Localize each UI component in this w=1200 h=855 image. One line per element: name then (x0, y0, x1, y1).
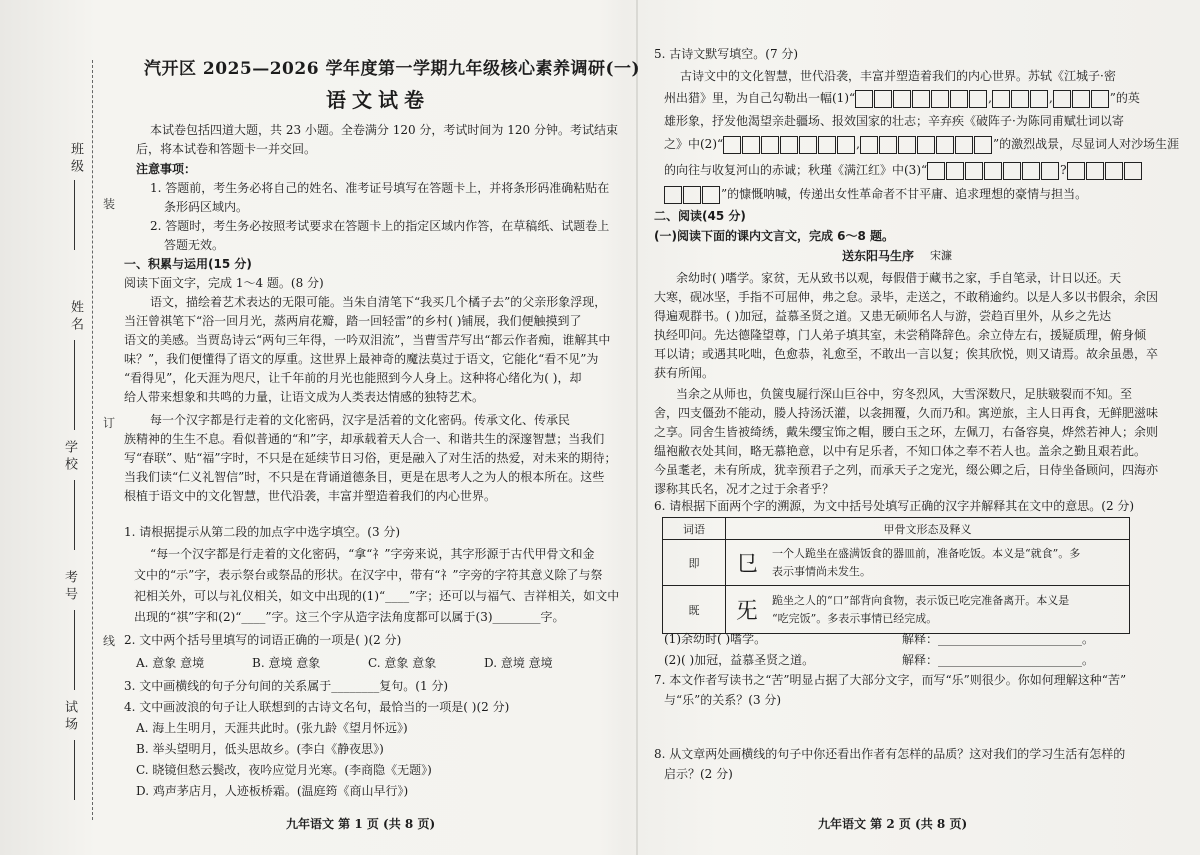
essay-p1-3: 得遍观群书。( )加冠，益慕圣贤之道。又患无硕师名人与游，尝趋百里外，从乡之先达 (654, 309, 1112, 323)
oracle-bone-table (662, 517, 1130, 634)
essay-p2-1: 当余之从师也，负箧曳屣行深山巨谷中，穷冬烈风，大雪深数尺，足肤皲裂而不知。至 (676, 387, 1133, 401)
exam-title: 汽开区 2025—2026 学年度第一学期九年级核心素养调研(一) (144, 59, 641, 79)
q2-option-a: A. 意象 意境 (136, 656, 205, 670)
essay-p1-2: 大寒，砚冰坚，手指不可屈伸，弗之怠。录毕，走送之，不敢稍逾约。以是人多以书假余，余因 (654, 290, 1159, 304)
essay-p1-6: 获有所闻。 (654, 366, 715, 380)
table-desc-jibi-1: 跪坐之人的“口”部背向食物，表示饭已吃完准备离开。本义是 (772, 593, 1070, 607)
school-line (74, 480, 75, 550)
blank-box[interactable] (931, 90, 949, 108)
essay-title: 送东阳马生序 (842, 249, 915, 263)
essay-p2-3: 之享。同舍生皆被绮绣，戴朱缨宝饰之帽，腰白玉之环，左佩刀，右备容臭，烨然若神人；余则 (654, 425, 1159, 439)
q6-fill-1: (1)余幼时( )嗜学。 (664, 632, 767, 646)
blank-box[interactable] (1086, 162, 1104, 180)
q4-option-a: A. 海上生明月，天涯共此时。(张九龄《望月怀远》) (136, 721, 408, 735)
intro-line-1: 本试卷包括四道大题，共 23 小题。全卷满分 120 分，考试时间为 120 分钟。考试结束 (150, 123, 618, 137)
blank-box[interactable] (1091, 90, 1109, 108)
q7-line-1: 7. 本文作者写读书之“苦”明显占据了大部分文字，而写“乐”则很少。你如何理解这种“苦” (654, 673, 1127, 687)
exam-subtitle: 语文试卷 (326, 88, 430, 112)
blank-box[interactable] (723, 136, 741, 154)
q3-prompt: 3. 文中画横线的句子分句间的关系属于________复句。(1 分) (124, 679, 449, 693)
blank-box[interactable] (946, 162, 964, 180)
blank-box[interactable] (969, 90, 987, 108)
table-desc-ji (768, 540, 1130, 586)
blank-box[interactable] (702, 186, 720, 204)
note-2a: 2. 答题时，考生务必按照考试要求在答题卡上的指定区域内作答，在草稿纸、试题卷上 (150, 219, 610, 233)
q5-line-2: 州出猎》里，为自己勾勒出一幅(1)“ , , ”的英 (664, 88, 1140, 108)
room-line (74, 740, 75, 800)
table-desc-ji-2: 表示事情尚未发生。 (772, 564, 871, 578)
q4-option-d: D. 鸡声茅店月，人迹板桥霜。(温庭筠《商山早行》) (136, 784, 409, 798)
blank-box[interactable] (992, 90, 1010, 108)
q2-option-d: D. 意境 意境 (484, 656, 553, 670)
intro-line-2: 后，将本试卷和答题卡一并交回。 (136, 142, 317, 156)
page-fold (636, 0, 638, 855)
blank-box[interactable] (912, 90, 930, 108)
p1-line-2: 当汪曾祺笔下“浴一回月光，蒸两肩花瓣，踏一回轻雷”的乡村( )铺展，我们便触摸到了 (124, 314, 582, 328)
blank-box[interactable] (893, 90, 911, 108)
table-desc-jibi (768, 586, 1130, 634)
class-line (74, 180, 75, 250)
blank-box[interactable] (936, 136, 954, 154)
table-header-word: 词语 (663, 518, 726, 540)
blank-box[interactable] (860, 136, 878, 154)
p2-line-5: 根植于语文中的文化智慧，世代沿袭，丰富并塑造着我们的内心世界。 (124, 489, 497, 503)
q2-option-c: C. 意象 意象 (368, 656, 437, 670)
blank-box[interactable] (683, 186, 701, 204)
blank-box[interactable] (1067, 162, 1085, 180)
q5-line-6b: ”的慷慨呐喊，传递出女性革命者不甘平庸、追求理想的豪情与担当。 (721, 187, 1088, 201)
q4-prompt: 4. 文中画波浪的句子让人联想到的古诗文名句，最恰当的一项是( )(2 分) (124, 700, 510, 714)
q5-line-5: 的向往与收复河山的赤诚；秋瑾《满江红》中(3)“ ? (664, 160, 1143, 180)
q6-fill-2: (2)( )加冠，益慕圣贤之道。 (664, 653, 815, 667)
table-header-desc: 甲骨文形态及释义 (726, 518, 1130, 540)
table-desc-jibi-2: “吃完饭”。多表示事情已经完成。 (772, 611, 938, 625)
blank-box[interactable] (1053, 90, 1071, 108)
q5-line-4a: 之》中(2)“ (664, 137, 724, 151)
blank-box[interactable] (874, 90, 892, 108)
section2-heading: 二、阅读(45 分) (654, 209, 746, 223)
essay-p2-4: 缊袍敝衣处其间，略无慕艳意，以中有足乐者，不知口体之奉不若人也。盖余之勤且艰若此。 (654, 444, 1147, 458)
p2-line-1: 每一个汉字都是行走着的文化密码，汉字是活着的文化密码。传承文化、传承民 (150, 413, 571, 427)
q6-fill-2-explain[interactable]: 解释：________________________。 (902, 653, 1095, 667)
bind-mark-ding: 订 (103, 416, 116, 430)
binding-dashed-line (92, 60, 93, 820)
q5-line-4: 之》中(2)“ , ”的激烈战景，尽显词人对沙场生涯 (664, 134, 1179, 154)
p1-line-1: 语文，描绘着艺术表达的无限可能。当朱自清笔下“我买几个橘子去”的父亲形象浮现， (150, 295, 607, 309)
footer-left: 九年语文 第 1 页 (共 8 页) (286, 817, 436, 831)
q1-body-3: 祀相关外，可以与礼仪相关，如文中出现的(1)“____”字；还可以与福气、吉祥相关，如文中 (134, 589, 620, 603)
essay-p2-6: 谬称其氏名，况才之过于余者乎？ (654, 482, 835, 496)
blank-box[interactable] (799, 136, 817, 154)
school-label: 学校 (62, 440, 77, 474)
footer-right: 九年语文 第 2 页 (共 8 页) (818, 817, 968, 831)
section1-heading: 一、积累与运用(15 分) (124, 257, 252, 271)
name-line (74, 340, 75, 430)
blank-box[interactable] (742, 136, 760, 154)
blank-box[interactable] (761, 136, 779, 154)
note-1a: 1. 答题前，考生务必将自己的姓名、准考证号填写在答题卡上，并将条形码准确粘贴在 (150, 181, 610, 195)
q5-line-1: 古诗文中的文化智慧，世代沿袭，丰富并塑造着我们的内心世界。苏轼《江城子·密 (680, 69, 1116, 83)
q2-prompt: 2. 文中两个括号里填写的词语正确的一项是( )(2 分) (124, 633, 402, 647)
exam-no-label: 考号 (62, 570, 77, 604)
blank-box[interactable] (780, 136, 798, 154)
q1-body-1: “每一个汉字都是行走着的文化密码，“拿“礻”字旁来说，其字形源于古代甲骨文和金 (150, 547, 595, 561)
note-2b: 答题无效。 (164, 238, 225, 252)
blank-box[interactable] (1030, 90, 1048, 108)
q5-line-3: 雄形象，抒发他渴望亲赴疆场、报效国家的壮志；辛弃疾《破阵子·为陈同甫赋壮词以寄 (664, 114, 1124, 128)
notes-heading: 注意事项： (136, 162, 197, 176)
bind-mark-zhuang: 装 (103, 197, 116, 211)
bind-mark-xian: 线 (103, 634, 116, 648)
p2-line-4: 当我们读“仁义礼智信”时，不只是在背诵道德条目，更是在思考人之为人的根本所在。这些 (124, 470, 605, 484)
blank-box[interactable] (664, 186, 682, 204)
q5-line-2b: ”的英 (1109, 91, 1140, 105)
blank-box[interactable] (1003, 162, 1021, 180)
oracle-glyph-jibi-icon: 旡 (726, 586, 769, 634)
blank-box[interactable] (855, 90, 873, 108)
blank-box[interactable] (955, 136, 973, 154)
blank-box[interactable] (974, 136, 992, 154)
q5-line-2a: 州出猎》里，为自己勾勒出一幅(1)“ (664, 91, 856, 105)
p1-line-4: 味？”，我们便懂得了语文的厚重。这世界上最神奇的魔法莫过于语文，它能化“看不见”为 (124, 352, 599, 366)
note-1b: 条形码区域内。 (164, 200, 249, 214)
q8-line-2: 启示？(2 分) (664, 767, 733, 781)
essay-p1-1: 余幼时( )嗜学。家贫，无从致书以观，每假借于藏书之家，手自笔录，计日以还。天 (676, 271, 1122, 285)
q8-line-1: 8. 从文章两处画横线的句子中你还看出作者有怎样的品质？这对我们的学习生活有怎样的 (654, 747, 1126, 761)
essay-p1-5: 耳以请；或遇其叱咄，色愈恭，礼愈至，不敢出一言以复；俟其欣悦，则又请焉。故余虽愚，卒 (654, 347, 1159, 361)
essay-p1-4: 执经叩问。先达德隆望尊，门人弟子填其室，未尝稍降辞色。余立侍左右，援疑质理，俯身倾 (654, 328, 1147, 342)
q7-line-2: 与“乐”的关系？(3 分) (664, 693, 782, 707)
blank-box[interactable] (917, 136, 935, 154)
blank-box[interactable] (1011, 90, 1029, 108)
essay-author: 宋濂 (930, 249, 952, 262)
blank-box[interactable] (1072, 90, 1090, 108)
p2-line-3: 写“春联”、贴“福”字时，不只是在延续节日习俗，更是融入了对生活的热爱，对未来的期待； (124, 451, 617, 465)
q6-prompt: 6. 请根据下面两个字的溯源，为文中括号处填写正确的汉字并解释其在文中的意思。(2 分) (654, 499, 1135, 513)
table-desc-ji-1: 一个人跪坐在盛满饭食的器皿前，准备吃饭。本义是“就食”。多 (772, 546, 1081, 560)
blank-box[interactable] (898, 136, 916, 154)
room-label: 试场 (62, 700, 77, 734)
blank-box[interactable] (1105, 162, 1123, 180)
q5-line-6 (664, 184, 1087, 204)
essay-p2-2: 舍，四支僵劲不能动，媵人持汤沃灌，以衾拥覆，久而乃和。寓逆旅，主人日再食，无鲜肥滋味 (654, 406, 1159, 420)
table-word-jibi: 既 (663, 586, 726, 634)
blank-box[interactable] (1022, 162, 1040, 180)
q5-prompt: 5. 古诗文默写填空。(7 分) (654, 47, 799, 61)
class-label: 班级 (68, 142, 83, 176)
blank-box[interactable] (927, 162, 945, 180)
q1-prompt: 1. 请根据提示从第二段的加点字中选字填空。(3 分) (124, 525, 401, 539)
q1-body-4: 出现的“祺”字和(2)“____”字。这三个字从造字法角度都可以属于(3)________字。 (134, 610, 565, 624)
blank-box[interactable] (837, 136, 855, 154)
p2-line-2: 族精神的生生不息。看似普通的“和”字，却承载着天人合一、和谐共生的深邃智慧；当我们 (124, 432, 605, 446)
blank-box[interactable] (1041, 162, 1059, 180)
blank-box[interactable] (818, 136, 836, 154)
blank-box[interactable] (965, 162, 983, 180)
q5-line-4b: ”的激烈战景，尽显词人对沙场生涯 (992, 137, 1180, 151)
q4-option-c: C. 晓镜但愁云鬓改，夜吟应觉月光寒。(李商隐《无题》) (136, 763, 432, 777)
name-label: 姓名 (68, 300, 83, 334)
blank-box[interactable] (879, 136, 897, 154)
oracle-glyph-ji-icon: 㔾 (726, 540, 769, 586)
p1-line-3: 语文的美感。当贾岛诗云“两句三年得，一吟双泪流”，当曹雪芹写出“都云作者痴，谁解其中 (124, 333, 611, 347)
essay-p2-5: 今虽耄老，未有所成，犹幸预君子之列，而承天子之宠光，缀公卿之后，日侍坐备顾问，四海亦 (654, 463, 1159, 477)
p1-line-5: “看得见”，化天涯为咫尺，让千年前的月光也能照到今人身上。这种将心绪化为( )，却 (124, 371, 582, 385)
q6-fill-1-explain[interactable]: 解释：________________________。 (902, 632, 1095, 646)
q1-body-2: 文中的“示”字，表示祭台或祭品的形状。在汉字中，带有“礻”字旁的字符其意义除了与祭 (134, 568, 603, 582)
blank-box[interactable] (950, 90, 968, 108)
q2-option-b: B. 意境 意象 (252, 656, 321, 670)
table-word-ji: 即 (663, 540, 726, 586)
p1-line-6: 给人带来想象和共鸣的力量，让语文成为人类表达情感的独特艺术。 (124, 390, 485, 404)
blank-box[interactable] (984, 162, 1002, 180)
reading-intro: 阅读下面文字，完成 1～4 题。(8 分) (124, 276, 324, 290)
subsection1-heading: (一)阅读下面的课内文言文，完成 6～8 题。 (654, 229, 895, 243)
q4-option-b: B. 举头望明月，低头思故乡。(李白《静夜思》) (136, 742, 384, 756)
exam-no-line (74, 610, 75, 690)
q5-line-5a: 的向往与收复河山的赤诚；秋瑾《满江红》中(3)“ (664, 163, 928, 177)
blank-box[interactable] (1124, 162, 1142, 180)
